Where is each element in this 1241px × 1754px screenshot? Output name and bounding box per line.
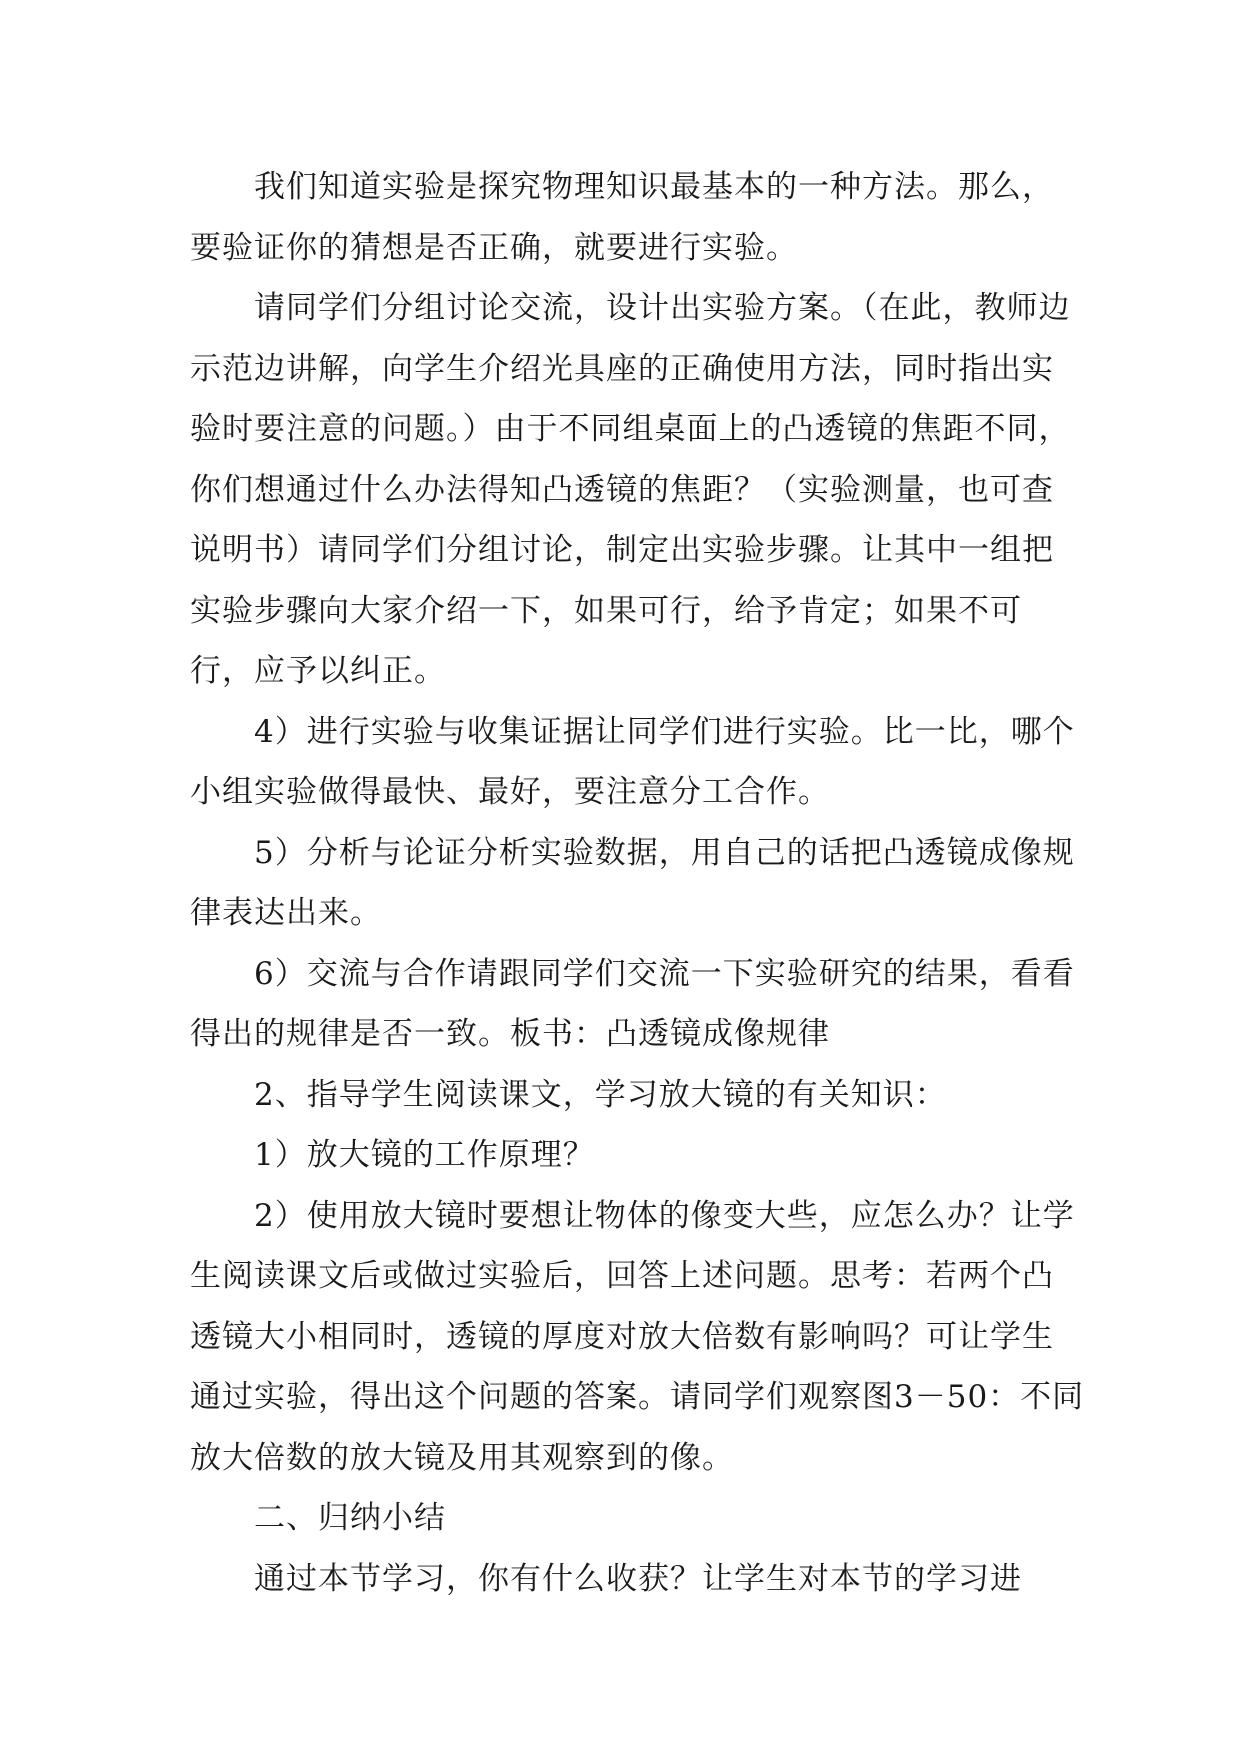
paragraph-experiment-design: 请同学们分组讨论交流，设计出实验方案。（在此，教师边示范边讲解，向学生介绍光具座的正确使用方法，同时指出实验时要注意的问题。）由于不同组桌面上的凸透镜的焦距不同，你们想通过什么办法得知凸透镜的焦距？（实验测量，也可查说明书）请同学们分组讨论，制定出实验步骤。让其中一组把实验步骤向大家介绍一下，如果可行，给予肯定；如果不可行，应予以纠正。 (190, 290, 1071, 689)
paragraph-step-6: 6）交流与合作请跟同学们交流一下实验研究的结果，看看得出的规律是否一致。板书：凸透镜成像规律 (190, 955, 1075, 1052)
document-body (190, 157, 1085, 1609)
paragraph-step-4: 4）进行实验与收集证据让同学们进行实验。比一比，哪个小组实验做得最快、最好，要注意分工合作。 (190, 713, 1075, 810)
paragraph-magnifier-guide: 2、指导学生阅读课文，学习放大镜的有关知识： (254, 1076, 947, 1113)
paragraph-magnifier-q1: 1）放大镜的工作原理？ (254, 1137, 595, 1173)
paragraph-step-5: 5）分析与论证分析实验数据，用自己的话把凸透镜成像规律表达出来。 (190, 834, 1075, 931)
paragraph-magnifier-q2: 2）使用放大镜时要想让物体的像变大些，应怎么办？让学生阅读课文后或做过实验后，回答上述问题。思考：若两个凸透镜大小相同时，透镜的厚度对放大倍数有影响吗？可让学生通过实验，得出这个问题的答案。请同学们观察图3－50：不同放大倍数的放大镜及用其观察到的像。 (190, 1197, 1085, 1476)
paragraph-summary: 通过本节学习，你有什么收获？让学生对本节的学习进 (254, 1560, 1022, 1597)
paragraph-experiment-intro: 我们知道实验是探究物理知识最基本的一种方法。那么，要验证你的猜想是否正确，就要进行实验。 (190, 169, 1054, 266)
section-heading-summary: 二、归纳小结 (254, 1500, 446, 1536)
